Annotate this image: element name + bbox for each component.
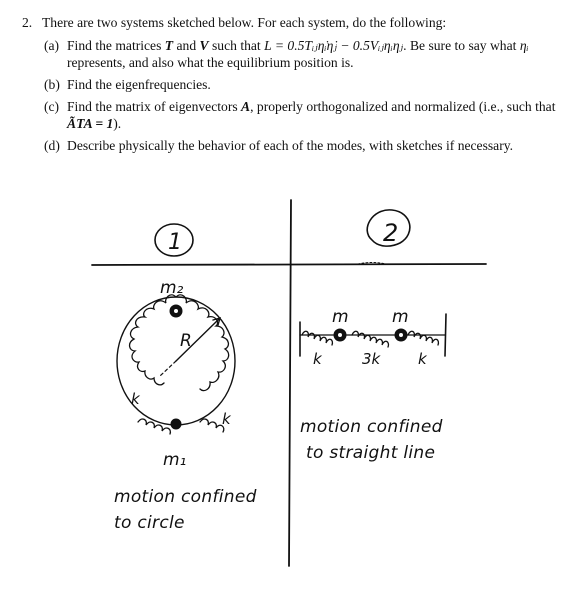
part-a-text-4: represents, and also what the equilibrium position is. — [67, 55, 354, 70]
part-c-text-1: Find the matrix of eigenvectors — [67, 99, 242, 114]
part-a — [44, 37, 567, 71]
part-c-text-2: , properly orthogonalized and normalized (i.e., such that — [250, 99, 556, 114]
part-c-text-3: ). — [113, 116, 122, 131]
part-a-text-1: Find the matrices — [67, 38, 165, 53]
part-text — [67, 98, 567, 132]
radius-dashed-extension — [160, 361, 176, 376]
mass-right-highlight — [399, 333, 403, 337]
problem-header — [22, 14, 567, 31]
part-d — [44, 137, 567, 154]
part-a-text-and: and — [173, 38, 200, 53]
mass-m2-highlight — [174, 309, 178, 313]
part-text: Describe physically the behavior of each of the modes, with sketches if necessary. — [67, 138, 514, 153]
mass-right-label: m — [392, 307, 409, 327]
part-label: (a) — [44, 38, 60, 53]
spring-right-line — [408, 331, 438, 345]
matrix-a: A — [241, 99, 251, 114]
system-1-caption — [114, 484, 257, 536]
part-label: (d) — [44, 138, 60, 153]
part-text — [67, 37, 567, 71]
system-2-caption-line-1: motion confined — [300, 417, 443, 437]
mass-m2-label: m₂ — [160, 278, 184, 298]
spring-k-left-label-2: k — [313, 350, 322, 368]
part-c — [44, 98, 567, 132]
problem-number: 2. — [22, 15, 33, 30]
matrix-t: T — [164, 38, 174, 53]
system-1-number: 1 — [168, 230, 182, 255]
radius-label: R — [180, 331, 192, 351]
spring-k-right-label-2: k — [418, 350, 427, 368]
system-2-caption — [300, 414, 443, 466]
eta-symbol: ηᵢ — [519, 38, 529, 53]
vertical-divider — [289, 200, 291, 566]
normalization-equation: ÃTA = 1 — [67, 116, 114, 131]
system-1-caption-line-2: to circle — [114, 513, 185, 533]
system-1-caption-line-1: motion confined — [114, 487, 257, 507]
parts-list — [44, 37, 567, 154]
part-text: Find the eigenfrequencies. — [67, 77, 211, 92]
part-label: (c) — [44, 99, 60, 114]
spring-3k-label: 3k — [362, 350, 381, 368]
sketch-canvas — [0, 190, 587, 600]
hand-sketch-figure — [0, 190, 587, 600]
mass-left-label: m — [332, 307, 349, 327]
mass-left-highlight — [338, 333, 342, 337]
spring-k-left-label: k — [131, 390, 140, 408]
matrix-v: V — [199, 38, 209, 53]
system-2-number: 2 — [383, 219, 399, 247]
part-label: (b) — [44, 77, 60, 92]
lagrangian-equation: L = 0.5Tᵢⱼη̇ᵢη̇ⱼ − 0.5Vᵢⱼηᵢηⱼ — [264, 38, 404, 53]
part-a-text-3: . Be sure to say what — [403, 38, 520, 53]
problem-intro: There are two systems sketched below. For each system, do the following: — [42, 15, 447, 30]
part-a-text-2: such that — [208, 38, 265, 53]
horizontal-divider — [92, 264, 486, 265]
mass-m1-dot — [171, 419, 181, 429]
spring-k-right-label: k — [222, 410, 231, 428]
part-b — [44, 76, 567, 93]
system-2-caption-line-2: to straight line — [306, 443, 436, 463]
spring-middle-line — [352, 331, 388, 347]
bottom-springs-right — [200, 419, 224, 432]
problem-2 — [22, 14, 567, 159]
spring-left-line — [302, 331, 332, 345]
mass-m1-label: m₁ — [163, 450, 187, 470]
